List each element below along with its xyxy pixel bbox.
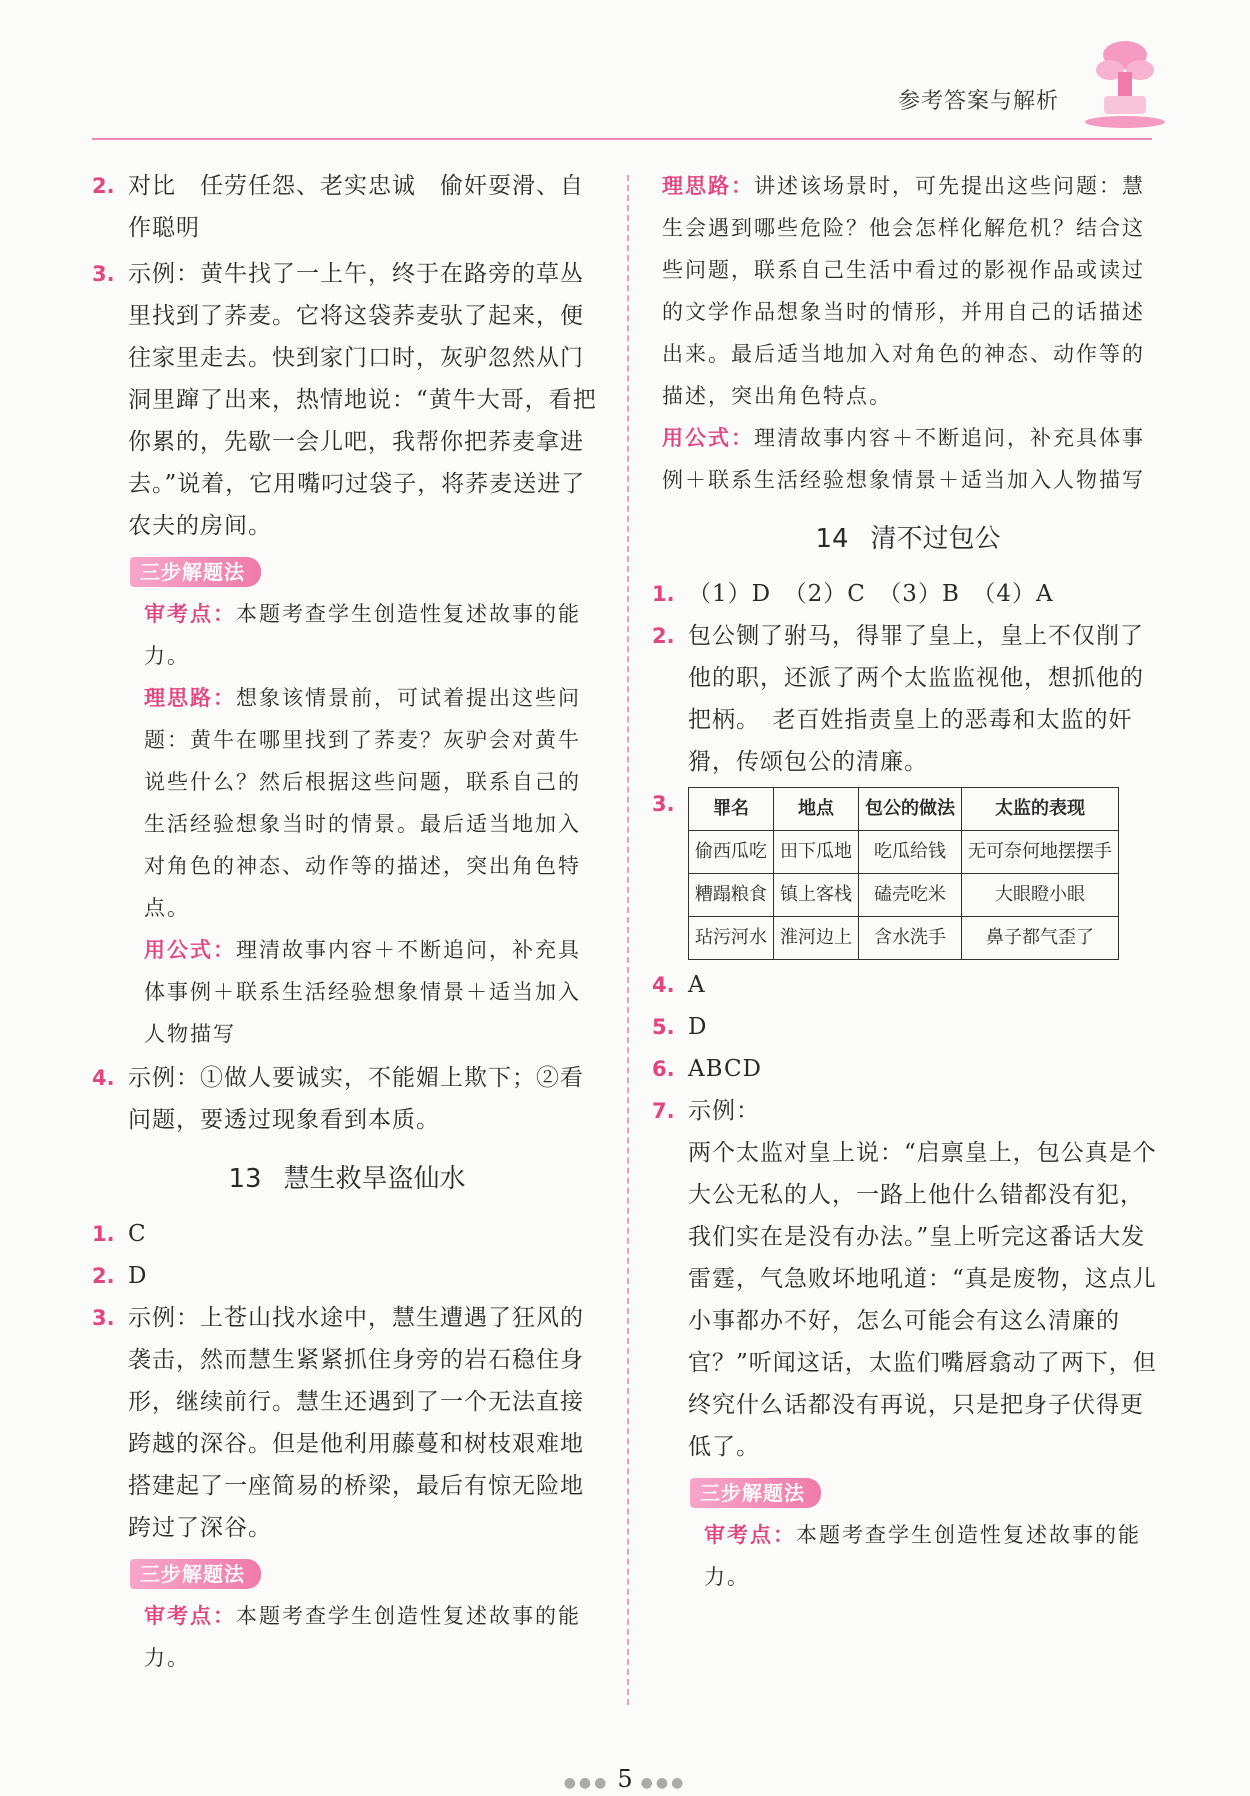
table-cell: 吃瓜给钱 xyxy=(859,831,962,874)
answer-text: 示例：①做人要诚实，不能媚上欺下；②看问题，要透过现象看到本质。 xyxy=(128,1065,584,1133)
answer-text: D xyxy=(688,1014,708,1040)
formula-label: 用公式： xyxy=(144,938,236,962)
answer-1 xyxy=(92,1213,602,1255)
dots-icon: ●●● xyxy=(563,1775,610,1791)
dots-icon: ●●● xyxy=(640,1775,687,1791)
lesson-14-title xyxy=(652,509,1164,569)
table-cell: 鼻子都气歪了 xyxy=(962,917,1119,960)
lesson-number: 13 xyxy=(228,1164,262,1194)
answer-3 xyxy=(92,1297,602,1549)
answer-text: 示例：上苍山找水途中，慧生遭遇了狂风的袭击，然而慧生紧紧抓住身旁的岩石稳住身形，继续前行。慧生还遇到了一个无法直接跨越的深谷。但是他利用藤蔓和树枝艰难地搭建起了一座简易的桥梁，最后有惊无险地跨过了深谷。 xyxy=(128,1305,584,1541)
answer-number: 1. xyxy=(652,582,675,606)
answer-table xyxy=(688,787,1119,960)
three-step-method-tag: 三步解题法 xyxy=(130,1559,261,1589)
left-column xyxy=(92,165,602,1679)
answer-2 xyxy=(652,615,1164,783)
answer-text: C xyxy=(128,1221,147,1247)
answer-number: 4. xyxy=(652,973,675,997)
answer-number: 4. xyxy=(92,1066,115,1090)
table-cell: 淮河边上 xyxy=(774,917,859,960)
key-point-text: 本题考查学生创造性复述故事的能力。 xyxy=(704,1523,1141,1589)
answer-number: 7. xyxy=(652,1099,675,1123)
answer-7 xyxy=(652,1090,1164,1132)
table-cell: 田下瓜地 xyxy=(774,831,859,874)
table-header: 地点 xyxy=(774,788,859,831)
thinking-text: 讲述该场景时，可先提出这些问题：慧生会遇到哪些危险？他会怎样化解危机？结合这些问题，联系自己生活中看过的影视作品或读过的文学作品想象当时的情形，并用自己的话描述出来。最后适当地加入对角色的神态、动作等的描述，突出角色特点。 xyxy=(662,174,1145,408)
answer-2 xyxy=(92,165,602,249)
answer-text: ABCD xyxy=(688,1056,762,1082)
three-step-method-tag: 三步解题法 xyxy=(690,1478,821,1508)
table-row xyxy=(689,831,1119,874)
lesson-name: 慧生救旱盗仙水 xyxy=(283,1164,466,1194)
method-block xyxy=(92,1595,602,1679)
table-header: 太监的表现 xyxy=(962,788,1119,831)
table-header-row xyxy=(689,788,1119,831)
page-number-value: 5 xyxy=(617,1765,633,1793)
lesson-name: 清不过包公 xyxy=(870,524,1001,554)
method-block xyxy=(652,1514,1164,1598)
answer-6 xyxy=(652,1048,1164,1090)
key-point-label: 审考点： xyxy=(144,602,236,626)
table-header: 包公的做法 xyxy=(859,788,962,831)
formula-text: 理清故事内容＋不断追问，补充具体事例＋联系生活经验想象情景＋适当加入人物描写 xyxy=(144,938,581,1046)
answer-4 xyxy=(92,1057,602,1141)
answer-3 xyxy=(92,253,602,547)
table-cell: 磕壳吃米 xyxy=(859,874,962,917)
lesson-13-title xyxy=(92,1149,602,1209)
key-point-label: 审考点： xyxy=(144,1604,236,1628)
answer-7-text: 两个太监对皇上说：“启禀皇上，包公真是个大公无私的人，一路上他什么错都没有犯，我们实在是没有办法。”皇上听完这番话大发雷霆，气急败坏地吼道：“真是废物，这点儿小事都办不好，怎么可能会有这么清廉的官？”听闻这话，太监们嘴唇翕动了两下，但终究什么话都没有再说，只是把身子伏得更低了。 xyxy=(688,1140,1157,1460)
table-cell: 含水洗手 xyxy=(859,917,962,960)
three-step-method-tag: 三步解题法 xyxy=(130,557,261,587)
answer-number: 3. xyxy=(92,1306,115,1330)
answer-4 xyxy=(652,964,1164,1006)
table-cell: 无可奈何地摆摆手 xyxy=(962,831,1119,874)
answer-2 xyxy=(92,1255,602,1297)
answer-number: 2. xyxy=(92,174,115,198)
answer-text: D xyxy=(128,1263,148,1289)
answer-5 xyxy=(652,1006,1164,1048)
answer-1 xyxy=(652,573,1164,615)
thinking-label: 理思路： xyxy=(144,686,236,710)
table-cell: 玷污河水 xyxy=(689,917,774,960)
key-point-text: 本题考查学生创造性复述故事的能力。 xyxy=(144,1604,581,1670)
thinking-label: 理思路： xyxy=(662,174,754,198)
key-point-text: 本题考查学生创造性复述故事的能力。 xyxy=(144,602,581,668)
table-row xyxy=(689,874,1119,917)
formula-text: 理清故事内容＋不断追问，补充具体事例＋联系生活经验想象情景＋适当加入人物描写 xyxy=(662,426,1145,492)
header-title: 参考答案与解析 xyxy=(898,89,1060,114)
table-cell: 偷西瓜吃 xyxy=(689,831,774,874)
table-row xyxy=(689,917,1119,960)
table-cell: 镇上客栈 xyxy=(774,874,859,917)
method-block-continued xyxy=(652,165,1164,501)
lesson-number: 14 xyxy=(815,524,849,554)
thinking-text: 想象该情景前，可试着提出这些问题：黄牛在哪里找到了荞麦？灰驴会对黄牛说些什么？然后根据这些问题，联系自己的生活经验想象当时的情景。最后适当地加入对角色的神态、动作等的描述，突出角色特点。 xyxy=(144,686,581,920)
column-divider xyxy=(627,175,629,1705)
answer-text: 包公铡了驸马，得罪了皇上，皇上不仅削了他的职，还派了两个太监监视他，想抓他的把柄。 老百姓指责皇上的恶毒和太监的奸猾，传颂包公的清廉。 xyxy=(688,623,1144,775)
right-column xyxy=(652,165,1164,1598)
answer-text: 示例：黄牛找了一上午，终于在路旁的草丛里找到了荞麦。它将这袋荞麦驮了起来，便往家里走去。快到家门口时，灰驴忽然从门洞里蹿了出来，热情地说：“黄牛大哥，看把你累的，先歇一会儿吧，我帮你把荞麦拿进去。”说着，它用嘴叼过袋子，将荞麦送进了农夫的房间。 xyxy=(128,261,597,539)
table-cell: 大眼瞪小眼 xyxy=(962,874,1119,917)
answer-text: 对比 任劳任怨、老实忠诚 偷奸耍滑、自作聪明 xyxy=(128,173,584,241)
table-cell: 糟蹋粮食 xyxy=(689,874,774,917)
key-point-label: 审考点： xyxy=(704,1523,796,1547)
answer-text: （1）D （2）C （3）B （4）A xyxy=(688,581,1054,607)
answer-number: 2. xyxy=(92,1264,115,1288)
answer-text: A xyxy=(688,972,706,998)
answer-3 xyxy=(652,783,1164,964)
answer-number: 3. xyxy=(92,262,115,286)
page-number xyxy=(0,1765,1250,1793)
header-rule xyxy=(92,138,1152,140)
answer-number: 1. xyxy=(92,1222,115,1246)
answer-number: 3. xyxy=(652,792,675,816)
answer-number: 6. xyxy=(652,1057,675,1081)
answer-number: 5. xyxy=(652,1015,675,1039)
answer-label: 示例： xyxy=(688,1098,760,1124)
formula-label: 用公式： xyxy=(662,426,754,450)
method-block xyxy=(92,593,602,1055)
answer-number: 2. xyxy=(652,624,675,648)
table-header: 罪名 xyxy=(689,788,774,831)
fairy-castle-icon xyxy=(1080,30,1170,130)
